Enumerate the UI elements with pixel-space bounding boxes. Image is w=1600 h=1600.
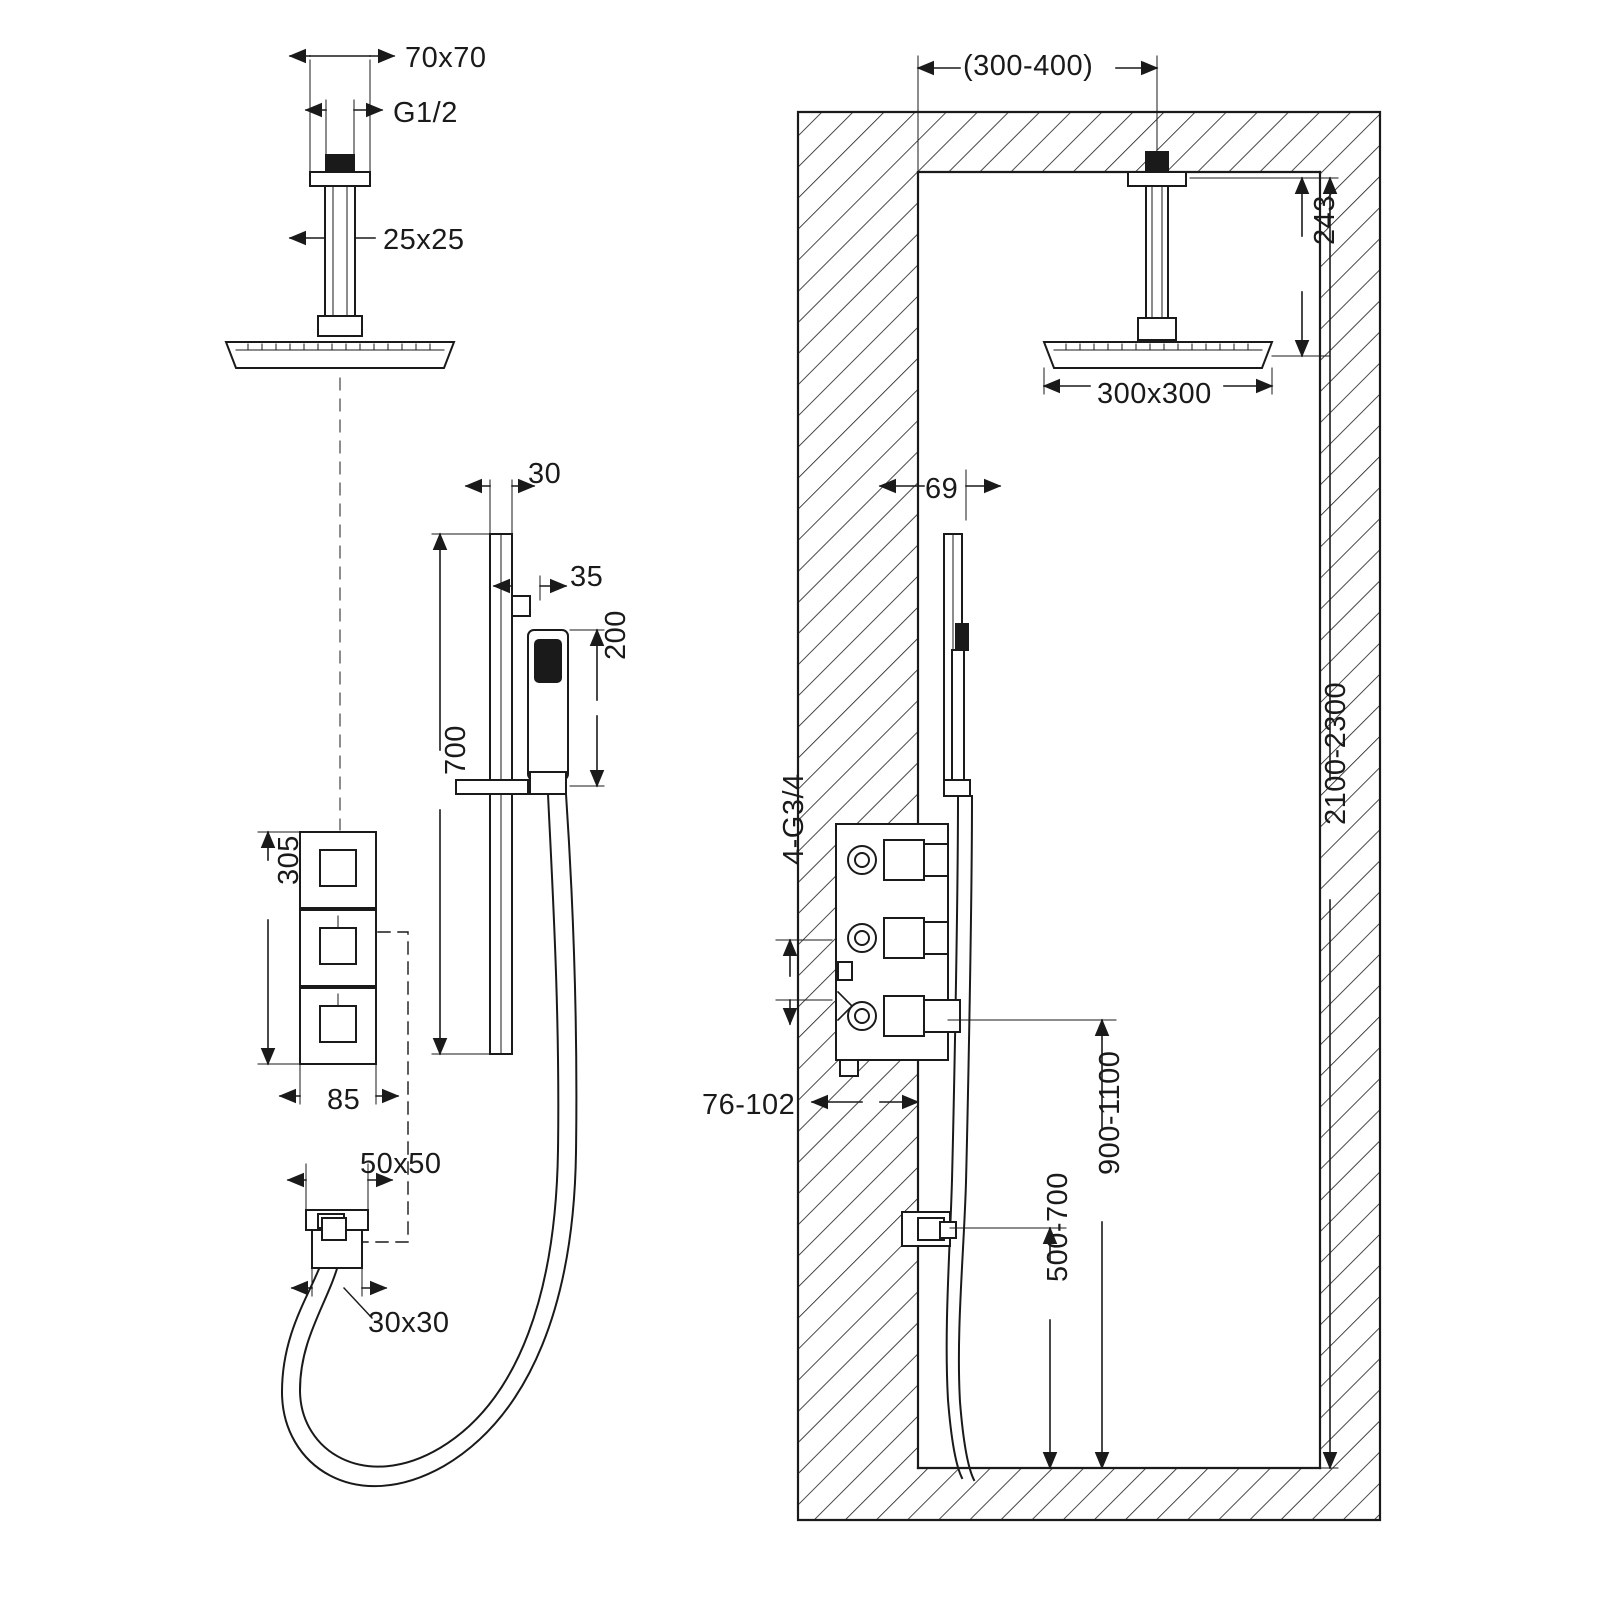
- dim-200: [570, 630, 604, 786]
- label-ceiling-arm-section: 25x25: [383, 224, 465, 256]
- dim-30: [466, 480, 534, 540]
- label-wall-offset: 69: [925, 473, 959, 505]
- ceiling-shower-assembly: [226, 155, 454, 368]
- valve-body-section: [836, 824, 960, 1076]
- label-ceiling-arm-projection: (300-400): [963, 50, 1094, 82]
- label-inlet-thread: G1/2: [393, 97, 458, 129]
- wall-outlet-installed: [902, 1212, 956, 1246]
- label-valve-plate-width: 85: [327, 1084, 361, 1116]
- label-valve-height: 900-1100: [1094, 1050, 1126, 1175]
- wall-outlet-elbow: [306, 1210, 368, 1268]
- label-wall-outlet-plate: 50x50: [360, 1148, 442, 1180]
- label-handset-bracket: 35: [570, 561, 604, 593]
- label-slide-bar-length: 700: [440, 725, 472, 775]
- label-drop-height: 243: [1309, 195, 1341, 245]
- ceiling-shower-installed: [1044, 152, 1272, 368]
- label-wall-outlet-body: 30x30: [368, 1307, 450, 1339]
- label-valve-plate-height: 305: [273, 835, 305, 885]
- label-valve-connections: 4-G3/4: [778, 773, 810, 865]
- label-shower-head-size: 300x300: [1097, 378, 1212, 410]
- dim-900-1100: [948, 1020, 1116, 1468]
- label-ceiling-height: 2100-2300: [1320, 681, 1352, 825]
- label-slide-bar-width: 30: [528, 458, 562, 490]
- dim-g12: [306, 100, 382, 158]
- label-ceiling-flange: 70x70: [405, 42, 487, 74]
- label-recess-depth: 76-102: [702, 1089, 796, 1121]
- label-handset-length: 200: [600, 610, 632, 660]
- label-outlet-height: 500-700: [1042, 1172, 1074, 1282]
- wall-section: [798, 112, 1380, 1520]
- thermostatic-valve-plates: [300, 832, 376, 1064]
